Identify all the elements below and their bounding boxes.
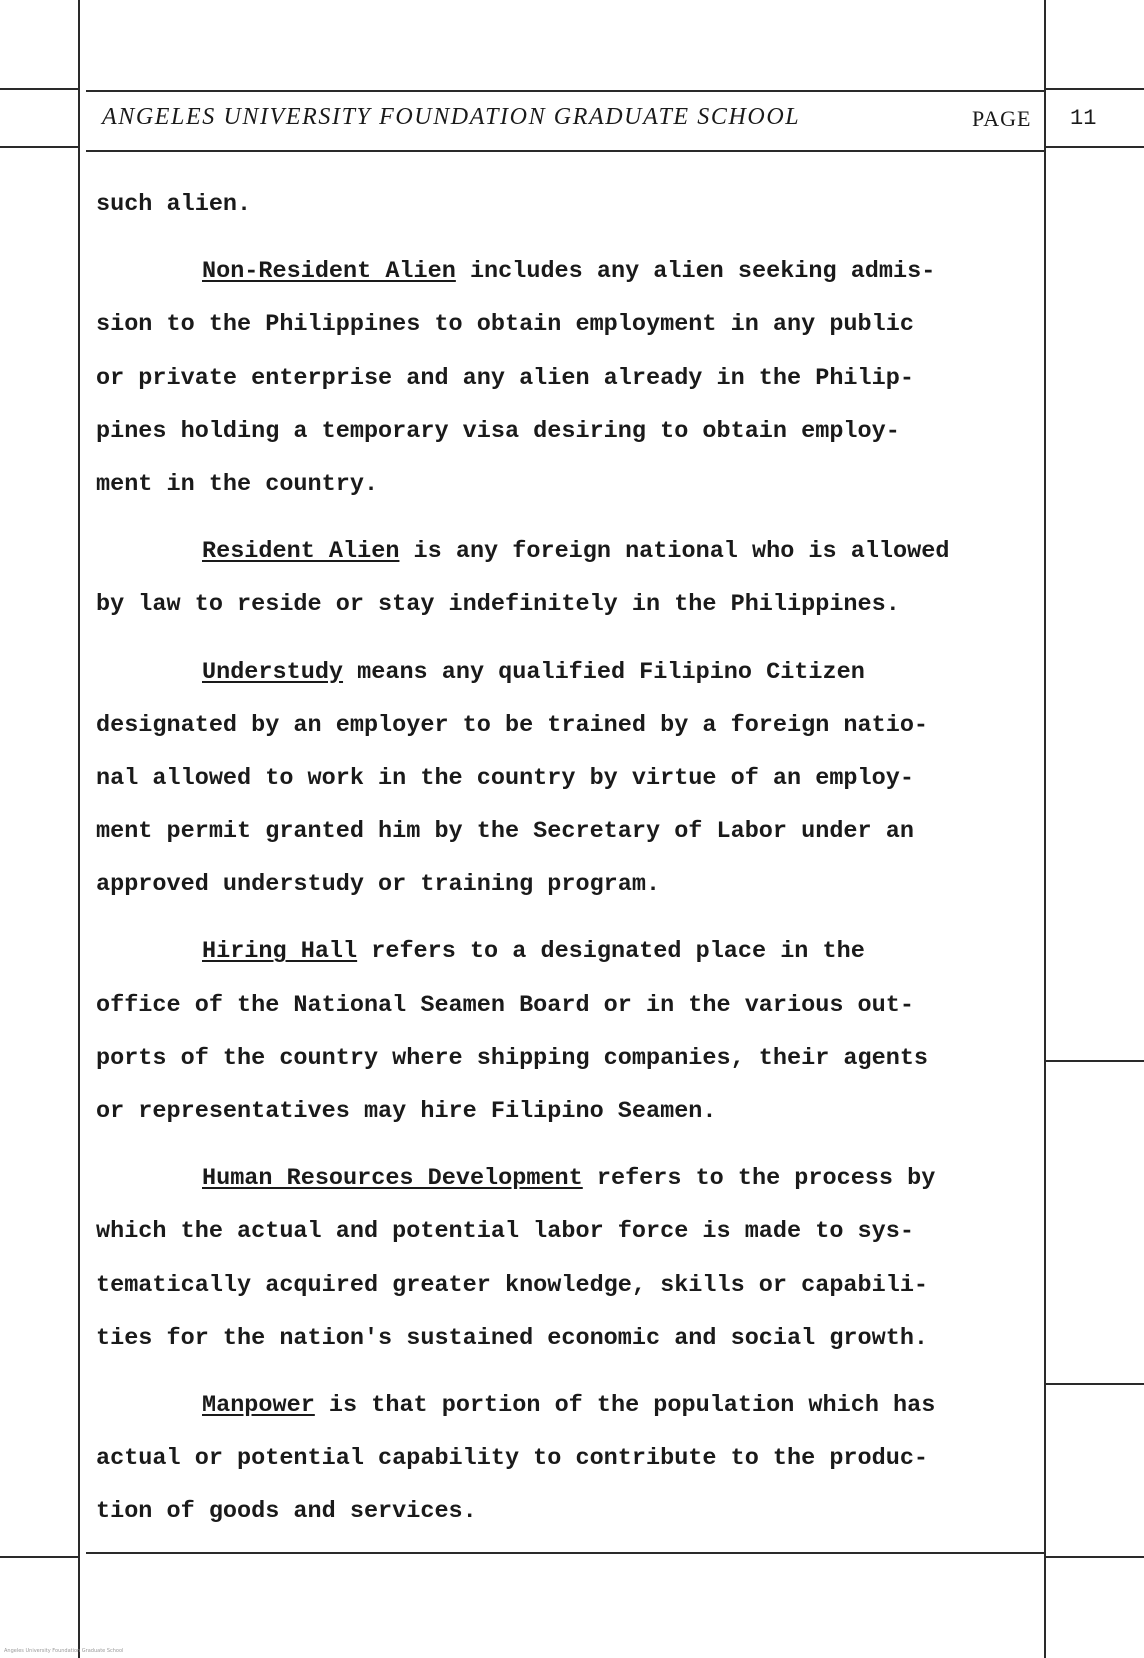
text-line: office of the National Seamen Board or in the various out- — [96, 991, 914, 1019]
paragraph-resident-alien — [96, 525, 1046, 578]
header-page-number: 11 — [1070, 106, 1097, 131]
text-line: nal allowed to work in the country by virtue of an employ- — [96, 764, 914, 792]
text-line: pines holding a temporary visa desiring to obtain employ- — [96, 417, 900, 445]
term-hiring-hall: Hiring Hall — [202, 938, 358, 966]
header-top-rule-right — [1046, 88, 1144, 90]
footer-rule — [86, 1552, 1044, 1554]
text-line: approved understudy or training program. — [96, 871, 661, 899]
text-line: sion to the Philippines to obtain employment in any public — [96, 311, 914, 339]
header-bottom-rule-right — [1046, 146, 1144, 148]
text-line: tematically acquired greater knowledge, skills or capabili- — [96, 1271, 929, 1299]
right-mark-rule-2 — [1046, 1383, 1144, 1385]
text-span: is any foreign national who is allowed — [399, 538, 950, 566]
text-line: designated by an employer to be trained by a foreign natio- — [96, 711, 929, 739]
body-text — [96, 178, 1046, 1539]
text-span: includes any alien seeking admis- — [455, 258, 936, 286]
header-top-rule-left — [0, 88, 78, 90]
text-line: which the actual and potential labor force is made to sys- — [96, 1218, 914, 1246]
right-mark-rule-1 — [1046, 1060, 1144, 1062]
header-bottom-rule-left — [0, 146, 78, 148]
footer-note: Angeles University Foundation Graduate School — [4, 1648, 124, 1654]
text-line: ties for the nation's sustained economic and social growth. — [96, 1324, 929, 1352]
text-line: ports of the country where shipping companies, their agents — [96, 1044, 929, 1072]
text-line: by law to reside or stay indefinitely in the Philippines. — [96, 591, 900, 619]
text-span: refers to a designated place in the — [357, 938, 865, 966]
paragraph-non-resident-alien — [96, 245, 1046, 298]
left-margin-rule — [78, 0, 80, 1658]
paragraph-human-resources-development — [96, 1152, 1046, 1205]
footer-rule-right — [1046, 1556, 1144, 1558]
term-non-resident-alien: Non-Resident Alien — [202, 258, 456, 286]
text-line: such alien. — [96, 191, 252, 218]
text-span: means any qualified Filipino Citizen — [343, 658, 865, 686]
term-understudy: Understudy — [202, 658, 344, 686]
text-line: or private enterprise and any alien already in the Philip- — [96, 364, 914, 392]
text-line: or representatives may hire Filipino Seamen. — [96, 1098, 717, 1125]
header-bottom-rule — [86, 150, 1044, 152]
text-span: is that portion of the population which has — [314, 1391, 936, 1419]
term-human-resources-development: Human Resources Development — [202, 1165, 583, 1193]
term-manpower: Manpower — [202, 1391, 315, 1419]
text-line: tion of goods and services. — [96, 1498, 477, 1526]
text-line: ment permit granted him by the Secretary of Labor under an — [96, 818, 914, 846]
text-span: refers to the process by — [582, 1165, 936, 1193]
text-line: actual or potential capability to contribute to the produc- — [96, 1445, 929, 1473]
header-title: ANGELES UNIVERSITY FOUNDATION GRADUATE SCHOOL — [102, 104, 801, 130]
paragraph-understudy — [96, 646, 1046, 699]
footer-rule-left — [0, 1556, 78, 1558]
header-top-rule — [86, 90, 1044, 92]
paragraph-manpower — [96, 1379, 1046, 1432]
term-resident-alien: Resident Alien — [202, 538, 400, 566]
header-page-label: PAGE — [972, 106, 1032, 131]
paragraph-hiring-hall — [96, 925, 1046, 978]
text-line: ment in the country. — [96, 470, 379, 498]
